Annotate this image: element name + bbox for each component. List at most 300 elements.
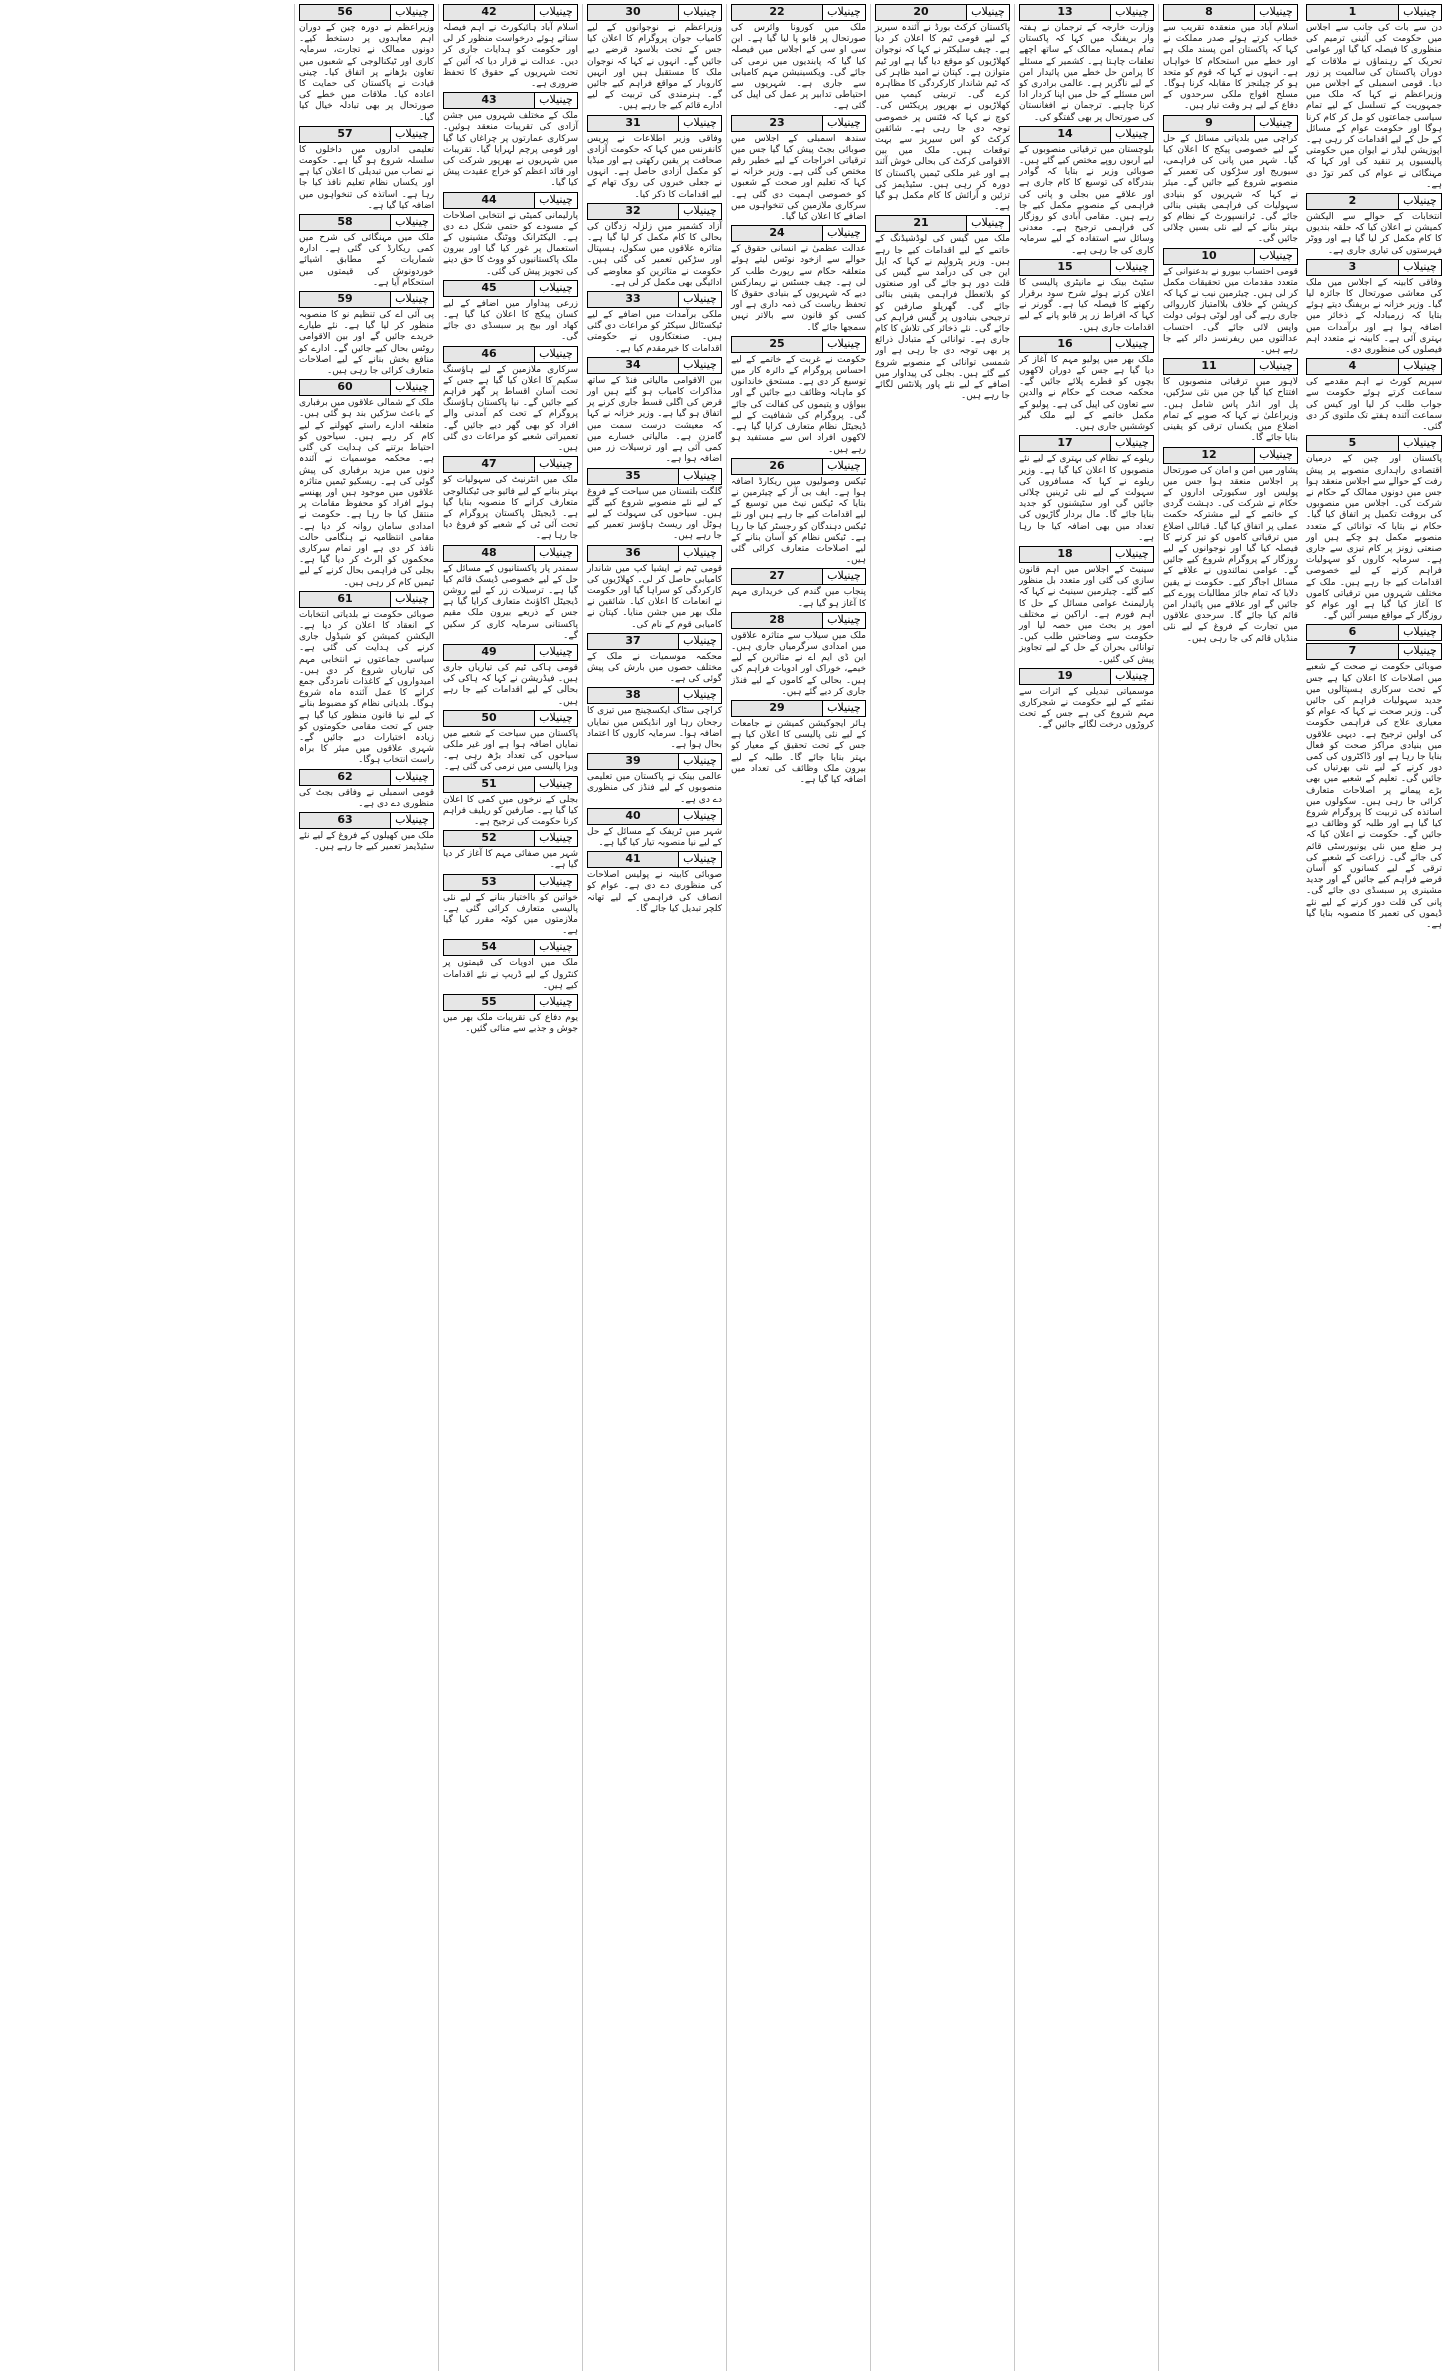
item-number: 14 [1020,127,1110,142]
item-text: ملک میں گیس کی لوڈشیڈنگ کے خاتمے کے لیے اقدامات کیے جا رہے ہیں۔ وزیر پٹرولیم نے کہا کہ ایل این جی کی درآمد سے گیس کی قلت دور ہو جائے گی اور صنعتوں کو بلاتعطل فراہمی یقینی بنائی جائے گی۔ گھریلو صارفین کو ترجیحی بنیادوں پر گیس فراہم کی جائے گی۔ نئے ذخائر کی تلاش کا کام جاری ہے۔ توانائی کے متبادل ذرائع پر بھی توجہ دی جا رہی ہے اور شمسی توانائی کے منصوبے شروع کیے گئے ہیں۔ بجلی کی پیداوار میں اضافے کے لیے نئے پاور پلانٹس لگائے جا رہے ہیں۔ [875,234,1010,402]
item-header [587,203,722,220]
item-text: بین الاقوامی مالیاتی فنڈ کے ساتھ مذاکرات کامیاب ہو گئے ہیں اور قرض کی اگلی قسط جاری کرنے پر اتفاق ہو گیا ہے۔ وزیر خزانہ نے کہا کہ معیشت درست سمت میں گامزن ہے۔ مالیاتی خسارے میں کمی آئی ہے اور ترسیلات زر میں اضافہ ہوا ہے۔ [587,375,722,465]
news-item [731,4,866,113]
item-label: چینیلاب [822,613,865,628]
item-label: چینیلاب [1254,5,1297,20]
item-text: شہر میں ٹریفک کے مسائل کے حل کے لیے نیا منصوبہ تیار کیا گیا ہے۔ [587,826,722,848]
item-number: 59 [300,292,390,307]
news-item [443,192,578,278]
item-number: 35 [588,469,678,484]
news-item [875,4,1010,213]
item-label: چینیلاب [678,292,721,307]
item-number: 17 [1020,436,1110,451]
news-item [731,612,866,698]
item-text: اسلام آباد ہائیکورٹ نے اہم فیصلہ سناتے ہوئے درخواست منظور کر لی اور حکومت کو ہدایات جاری کر دیں۔ عدالت نے قرار دیا کہ آئین کے تحت شہریوں کے حقوق کا تحفظ ضروری ہے۔ [443,23,578,90]
news-item [1163,4,1298,113]
item-header [731,700,866,717]
item-label: چینیلاب [390,5,433,20]
item-text: سینیٹ کے اجلاس میں اہم قانون سازی کی گئی اور متعدد بل منظور کیے گئے۔ چیئرمین سینیٹ نے کہا کہ پارلیمنٹ عوامی مسائل کے حل کا اہم فورم ہے۔ اراکین نے مختلف امور پر بحث میں حصہ لیا اور حکومت سے وضاحتیں طلب کیں۔ توانائی بحران کے حل کے لیے تجاویز پیش کی گئیں۔ [1019,564,1154,665]
item-text: ٹیکس وصولیوں میں ریکارڈ اضافہ ہوا ہے۔ ایف بی آر کے چیئرمین نے بتایا کہ ٹیکس نیٹ میں توسیع کے لیے اقدامات کیے جا رہے ہیں اور نئے ٹیکس دہندگان کو رجسٹر کیا جا رہا ہے۔ ٹیکس نظام کو آسان بنانے کے لیے اصلاحات متعارف کرائی گئی ہیں۔ [731,476,866,566]
item-label: چینیلاب [534,875,577,890]
item-label: چینیلاب [678,754,721,769]
item-header [587,291,722,308]
item-label: چینیلاب [534,645,577,660]
item-text: شہر میں صفائی مہم کا آغاز کر دیا گیا ہے۔ [443,849,578,871]
item-label: چینیلاب [534,831,577,846]
news-item [587,633,722,686]
item-text: عالمی بینک نے پاکستان میں تعلیمی منصوبوں کے لیے فنڈز کی منظوری دے دی ہے۔ [587,772,722,805]
item-label: چینیلاب [678,634,721,649]
news-item [299,214,434,289]
item-text: صوبائی حکومت نے بلدیاتی انتخابات کے انعقاد کا اعلان کر دیا ہے۔ الیکشن کمیشن کو شیڈول جاری کرنے کی ہدایت کی گئی ہے۔ سیاسی جماعتوں نے انتخابی مہم کی تیاریاں شروع کر دی ہیں۔ امیدواروں کے کاغذات نامزدگی جمع کرانے کا عمل آئندہ ماہ شروع ہوگا۔ بلدیاتی نظام کو مضبوط بنانے کے لیے نیا قانون منظور کیا گیا ہے جس کے تحت مقامی حکومتوں کو زیادہ اختیارات دیے جائیں گے۔ شہری علاقوں میں میئر کا براہ راست انتخاب ہوگا۔ [299,609,434,766]
item-header [1306,193,1442,210]
item-header [299,4,434,21]
item-number: 58 [300,215,390,230]
item-header [299,379,434,396]
item-text: پنجاب میں گندم کی خریداری مہم کا آغاز ہو گیا ہے۔ [731,587,866,609]
item-text: کراچی سٹاک ایکسچینج میں تیزی کا رجحان رہا اور انڈیکس میں نمایاں اضافہ ہوا۔ سرمایہ کاروں کا اعتماد بحال ہوا ہے۔ [587,706,722,750]
item-label: چینیلاب [1110,669,1153,684]
item-text: ملک کے شمالی علاقوں میں برفباری کے باعث سڑکیں بند ہو گئی ہیں۔ متعلقہ ادارے راستے کھولنے کے لیے کام کر رہے ہیں۔ سیاحوں کو احتیاط برتنے کی ہدایت کی گئی ہے۔ محکمہ موسمیات نے آئندہ دنوں میں مزید برفباری کی پیش گوئی کی ہے۔ ریسکیو ٹیمیں متاثرہ علاقوں میں موجود ہیں اور پھنسے ہوئے افراد کو محفوظ مقامات پر منتقل کیا جا رہا ہے۔ حکومت نے امدادی سامان روانہ کر دیا ہے۔ مقامی انتظامیہ نے ہنگامی حالت نافذ کر دی ہے اور تمام سرکاری محکموں کو الرٹ کر دیا گیا ہے۔ بجلی کی فراہمی بحال کرنے کے لیے ٹیمیں کام کر رہی ہیں۔ [299,398,434,588]
news-item [731,568,866,609]
item-label: چینیلاب [390,215,433,230]
item-label: چینیلاب [822,701,865,716]
item-label: چینیلاب [390,770,433,785]
item-header [731,115,866,132]
item-header [1163,248,1298,265]
item-number: 49 [444,645,534,660]
item-header [1019,336,1154,353]
item-header [443,939,578,956]
news-column [1014,4,1158,2371]
item-number: 19 [1020,669,1110,684]
news-item [299,812,434,2371]
item-number: 42 [444,5,534,20]
news-item [587,808,722,849]
item-label: چینیلاب [1398,644,1441,659]
item-label: چینیلاب [534,777,577,792]
item-number: 27 [732,569,822,584]
item-text: کراچی میں بلدیاتی مسائل کے حل کے لیے خصوصی پیکج کا اعلان کیا گیا۔ شہر میں پانی کی فراہمی، سیوریج اور سڑکوں کی تعمیر کے منصوبے شروع کیے جائیں گے۔ میئر نے کہا کہ شہریوں کو بنیادی سہولیات کی فراہمی یقینی بنائی جائے گی۔ ٹرانسپورٹ کے نظام کو بہتر بنانے کے لیے نئی بسیں چلائی جائیں گی۔ [1163,133,1298,245]
item-number: 63 [300,813,390,828]
item-label: چینیلاب [534,347,577,362]
item-header [443,994,578,1011]
news-item [731,225,866,334]
item-header [443,4,578,21]
item-header [443,545,578,562]
item-header [1306,259,1442,276]
item-header [731,458,866,475]
news-item [1019,435,1154,544]
item-header [443,710,578,727]
item-label: چینیلاب [1398,5,1441,20]
news-item [443,644,578,708]
item-text: قومی احتساب بیورو نے بدعنوانی کے متعدد مقدمات میں تحقیقات مکمل کر لی ہیں۔ چیئرمین نیب نے کہا کہ کرپشن کے خلاف بلاامتیاز کارروائی جاری رہے گی اور لوٹی ہوئی دولت واپس لائی جائے گی۔ احتساب عدالتوں میں ریفرنسز دائر کیے جا رہے ہیں۔ [1163,266,1298,356]
item-number: 40 [588,809,678,824]
item-text: ملک میں انٹرنیٹ کی سہولیات کو بہتر بنانے کے لیے فائیو جی ٹیکنالوجی متعارف کرانے کا منصوبہ بنایا گیا ہے۔ ڈیجیٹل پاکستان پروگرام کے تحت آئی ٹی کے شعبے کو فروغ دیا جا رہا ہے۔ [443,475,578,542]
item-number: 10 [1164,249,1254,264]
news-item [443,280,578,344]
news-item [299,379,434,588]
item-number: 41 [588,852,678,867]
item-text: اسلام آباد میں منعقدہ تقریب سے خطاب کرتے ہوئے صدر مملکت نے کہا کہ پاکستان امن پسند ملک ہے اور خطے میں استحکام کا خواہاں ہے۔ انہوں نے کہا کہ قوم کو متحد ہو کر چیلنجز کا مقابلہ کرنا ہوگا۔ مسلح افواج ملکی سرحدوں کے دفاع کے لیے ہر وقت تیار ہیں۔ [1163,23,1298,112]
item-number: 56 [300,5,390,20]
item-label: چینیلاب [390,292,433,307]
news-item [1019,336,1154,433]
item-label: چینیلاب [822,569,865,584]
item-number: 57 [300,127,390,142]
item-number: 12 [1164,448,1254,463]
item-text: وزارت خارجہ کے ترجمان نے ہفتہ وار بریفنگ میں کہا کہ پاکستان تمام ہمسایہ ممالک کے ساتھ اچھے تعلقات چاہتا ہے۔ کشمیر کے مسئلے کا پرامن حل خطے میں پائیدار امن کے لیے ناگزیر ہے۔ عالمی برادری کو اس مسئلے کے حل میں اپنا کردار ادا کرنا چاہیے۔ ترجمان نے افغانستان کی صورتحال پر بھی گفتگو کی۔ [1019,23,1154,123]
item-header [1306,624,1442,641]
item-number: 38 [588,688,678,703]
news-item [587,687,722,751]
news-item [587,4,722,113]
item-text: محکمہ موسمیات نے ملک کے مختلف حصوں میں بارش کی پیش گوئی کی ہے۔ [587,651,722,685]
item-text: ملکی برآمدات میں اضافے کے لیے ٹیکسٹائل سیکٹر کو مراعات دی گئی ہیں۔ صنعتکاروں نے حکومتی اقدامات کا خیرمقدم کیا ہے۔ [587,310,722,354]
item-label: چینیلاب [1398,436,1441,451]
item-header [1163,4,1298,21]
item-number: 4 [1307,359,1398,374]
news-item [1019,546,1154,666]
item-header [731,225,866,242]
item-text: ملک میں سیلاب سے متاثرہ علاقوں میں امدادی سرگرمیاں جاری ہیں۔ این ڈی ایم اے نے متاثرین کے لیے خیمے، خوراک اور ادویات فراہم کی ہیں۔ بحالی کے کاموں کے لیے فنڈز جاری کر دیے گئے ہیں۔ [731,630,866,697]
news-item [1306,259,1442,356]
news-item [1306,624,1442,641]
item-header [587,851,722,868]
item-label: چینیلاب [822,459,865,474]
item-text: پارلیمانی کمیٹی نے انتخابی اصلاحات کے مسودے کو حتمی شکل دے دی ہے۔ الیکٹرانک ووٹنگ مشینوں کے استعمال پر غور کیا گیا اور بیرون ملک پاکستانیوں کو ووٹ کا حق دینے کی تجویز پیش کی گئی۔ [443,210,578,277]
item-label: چینیلاب [678,358,721,373]
news-item [731,336,866,456]
item-label: چینیلاب [1110,127,1153,142]
news-item [1163,248,1298,357]
item-number: 15 [1020,260,1110,275]
news-item [443,830,578,871]
news-column [726,4,870,2371]
item-header [1019,546,1154,563]
item-label: چینیلاب [534,193,577,208]
item-number: 18 [1020,547,1110,562]
news-item [1019,126,1154,257]
item-text: ملک کے مختلف شہروں میں جشن آزادی کی تقریبات منعقد ہوئیں۔ سرکاری عمارتوں پر چراغاں کیا گیا اور قومی پرچم لہرایا گیا۔ تقریبات میں شہریوں نے بھرپور شرکت کی اور قائد اعظم کو خراج عقیدت پیش کیا گیا۔ [443,111,578,189]
news-item [587,115,722,201]
item-number: 37 [588,634,678,649]
item-label: چینیلاب [534,940,577,955]
news-item [443,939,578,992]
item-label: چینیلاب [390,592,433,607]
item-label: چینیلاب [678,116,721,131]
item-header [443,92,578,109]
item-number: 55 [444,995,534,1010]
news-item [587,545,722,631]
news-item [587,851,722,2371]
item-label: چینیلاب [534,93,577,108]
item-text: بلوچستان میں ترقیاتی منصوبوں کے لیے اربوں روپے مختص کیے گئے ہیں۔ صوبائی وزیر نے بتایا کہ گوادر بندرگاہ کی توسیع کا کام جاری ہے اور علاقے میں بجلی و پانی کی فراہمی کے منصوبے مکمل کیے جا رہے ہیں۔ مقامی آبادی کو روزگار کی فراہمی ترجیح ہے۔ معدنی وسائل سے استفادہ کے لیے سرمایہ کاری کی جا رہی ہے۔ [1019,144,1154,256]
item-number: 32 [588,204,678,219]
item-number: 52 [444,831,534,846]
news-item [1306,358,1442,433]
item-number: 3 [1307,260,1398,275]
news-item [587,203,722,289]
item-header [875,215,1010,232]
news-item [443,874,578,938]
news-item [299,126,434,212]
news-item [299,769,434,810]
item-text: وفاقی وزیر اطلاعات نے پریس کانفرنس میں کہا کہ حکومت آزادی صحافت پر یقین رکھتی ہے اور میڈیا کو مکمل آزادی حاصل ہے۔ انہوں نے جعلی خبروں کی روک تھام کے لیے اقدامات کا ذکر کیا۔ [587,133,722,200]
item-text: وزیراعظم نے نوجوانوں کے لیے کامیاب جوان پروگرام کا اعلان کیا جس کے تحت بلاسود قرضے دیے جائیں گے۔ انہوں نے کہا کہ نوجوان ملک کا مستقبل ہیں اور انہیں کاروبار کے مواقع فراہم کیے جائیں گے۔ ہنرمندی کی تربیت کے لیے ادارے قائم کیے جا رہے ہیں۔ [587,23,722,112]
item-header [1306,4,1442,21]
item-label: چینیلاب [534,995,577,1010]
item-text: موسمیاتی تبدیلی کے اثرات سے نمٹنے کے لیے حکومت نے شجرکاری مہم شروع کی ہے جس کے تحت کروڑوں درخت لگائے جائیں گے۔ [1019,686,1154,731]
item-text: ملک میں کورونا وائرس کی صورتحال پر قابو پا لیا گیا ہے۔ این سی او سی کے اجلاس میں فیصلہ کیا گیا کہ پابندیوں میں نرمی کی جائے گی۔ ویکسینیشن مہم کامیابی سے جاری ہے۔ شہریوں سے احتیاطی تدابیر پر عمل کی اپیل کی گئی ہے۔ [731,23,866,112]
item-header [587,357,722,374]
item-header [731,612,866,629]
item-number: 62 [300,770,390,785]
item-number: 36 [588,546,678,561]
item-number: 23 [732,116,822,131]
item-label: چینیلاب [966,216,1009,231]
item-label: چینیلاب [966,5,1009,20]
item-label: چینیلاب [1110,260,1153,275]
news-item [443,545,578,642]
item-header [1019,668,1154,685]
item-label: چینیلاب [678,204,721,219]
item-header [587,545,722,562]
item-label: چینیلاب [678,5,721,20]
item-label: چینیلاب [678,809,721,824]
news-item [1306,435,1442,622]
item-header [443,776,578,793]
item-text: ریلوے کے نظام کی بہتری کے لیے نئے منصوبوں کا اعلان کیا گیا ہے۔ وزیر ریلوے نے کہا کہ مسافروں کی سہولت کے لیے نئی ٹرینیں چلائی جائیں گی اور سٹیشنوں کو جدید بنایا جائے گا۔ مال بردار گاڑیوں کی تعداد میں بھی اضافہ کیا جا رہا ہے۔ [1019,454,1154,543]
item-label: چینیلاب [534,281,577,296]
item-label: چینیلاب [1110,436,1153,451]
news-column [1302,4,1446,2371]
news-item [1019,4,1154,124]
item-header [587,4,722,21]
item-number: 20 [876,5,966,20]
item-text: ملک میں ادویات کی قیمتوں پر کنٹرول کے لیے ڈریپ نے نئے اقدامات کیے ہیں۔ [443,958,578,991]
item-label: چینیلاب [1110,547,1153,562]
item-header [1306,435,1442,452]
news-item [1163,115,1298,246]
item-header [587,468,722,485]
item-label: چینیلاب [678,546,721,561]
item-label: چینیلاب [1254,359,1297,374]
item-number: 7 [1307,644,1398,659]
item-number: 48 [444,546,534,561]
item-text: قومی ٹیم نے ایشیا کپ میں شاندار کامیابی حاصل کر لی۔ کھلاڑیوں کی کارکردگی کو سراہا گیا اور حکومت نے انعامات کا اعلان کیا۔ شائقین نے ملک بھر میں جشن منایا۔ کپتان نے کامیابی قوم کے نام کی۔ [587,563,722,630]
item-header [299,214,434,231]
item-number: 53 [444,875,534,890]
news-column [438,4,582,2371]
item-label: چینیلاب [1254,249,1297,264]
item-label: چینیلاب [1254,448,1297,463]
item-label: چینیلاب [822,116,865,131]
news-item [587,357,722,466]
item-header [1019,259,1154,276]
item-text: سپریم کورٹ نے اہم مقدمے کی سماعت کرتے ہوئے حکومت سے جواب طلب کر لیا اور کیس کی سماعت آئندہ ہفتے تک ملتوی کر دی گئی۔ [1306,377,1442,433]
news-item [1019,259,1154,334]
item-text: صوبائی حکومت نے صحت کے شعبے میں اصلاحات کا اعلان کیا ہے جس کے تحت سرکاری ہسپتالوں میں جدید سہولیات فراہم کی جائیں گی۔ وزیر صحت نے کہا کہ عوام کو معیاری علاج کی فراہمی حکومت کی اولین ترجیح ہے۔ دیہی علاقوں میں بنیادی مراکز صحت کو فعال بنایا جا رہا ہے اور ڈاکٹروں کی کمی دور کرنے کے لیے نئی بھرتیاں کی جائیں گی۔ تعلیم کے شعبے میں بھی بڑے پیمانے پر اصلاحات متعارف کرائی جا رہی ہیں۔ سکولوں میں اساتذہ کی تربیت کا پروگرام شروع کیا گیا ہے اور طلبہ کو وظائف دیے جائیں گے۔ حکومت نے اعلان کیا کہ ہر ضلع میں نئی یونیورسٹی قائم کی جائے گی۔ زراعت کے شعبے کی ترقی کے لیے کسانوں کو آسان قرضے فراہم کیے جائیں گے اور جدید مشینری پر سبسڈی دی جائے گی۔ پانی کی قلت دور کرنے کے لیے نئے ڈیموں کی تعمیر کا منصوبہ بنایا گیا ہے۔ [1306,662,1442,931]
newspaper-page [4,4,1446,2371]
item-number: 31 [588,116,678,131]
item-number: 30 [588,5,678,20]
item-header [299,291,434,308]
item-text: پی آئی اے کی تنظیم نو کا منصوبہ منظور کر لیا گیا ہے۔ نئے طیارے خریدے جائیں گے اور بین الاقوامی روٹس بحال کیے جائیں گے۔ ادارے کو منافع بخش بنانے کے لیے اصلاحات متعارف کرائی جا رہی ہیں۔ [299,310,434,377]
news-item [731,458,866,567]
item-text: ملک میں مہنگائی کی شرح میں کمی ریکارڈ کی گئی ہے۔ ادارہ شماریات کے مطابق اشیائے خوردونوش کی قیمتوں میں استحکام آیا ہے۔ [299,233,434,288]
item-header [875,4,1010,21]
item-text: صوبائی کابینہ نے پولیس اصلاحات کی منظوری دے دی ہے۔ عوام کو انصاف کی فراہمی کے لیے تھانہ کلچر تبدیل کیا جائے گا۔ [587,870,722,914]
news-item [731,115,866,224]
item-header [587,687,722,704]
item-text: ملک بھر میں پولیو مہم کا آغاز کر دیا گیا ہے جس کے دوران لاکھوں بچوں کو قطرے پلائے جائیں گے۔ محکمہ صحت کے حکام نے والدین سے تعاون کی اپیل کی ہے۔ پولیو کے مکمل خاتمے کے لیے ملک گیر کوششیں جاری ہیں۔ [1019,354,1154,433]
item-header [731,336,866,353]
item-number: 11 [1164,359,1254,374]
item-number: 1 [1307,5,1398,20]
item-label: چینیلاب [1398,359,1441,374]
news-item [1306,193,1442,257]
news-item [587,468,722,543]
item-label: چینیلاب [534,5,577,20]
item-label: چینیلاب [822,5,865,20]
item-header [443,874,578,891]
item-number: 13 [1020,5,1110,20]
item-header [443,644,578,661]
item-number: 47 [444,457,534,472]
item-header [587,633,722,650]
item-text: پاکستان میں سیاحت کے شعبے میں نمایاں اضافہ ہوا ہے اور غیر ملکی سیاحوں کی تعداد بڑھ رہی ہے۔ ویزا پالیسی میں نرمی کی گئی ہے۔ [443,728,578,773]
news-item [443,346,578,455]
item-header [443,280,578,297]
item-number: 34 [588,358,678,373]
item-label: چینیلاب [822,226,865,241]
item-number: 29 [732,701,822,716]
item-number: 26 [732,459,822,474]
news-item [1163,358,1298,444]
item-label: چینیلاب [390,813,433,828]
item-header [587,115,722,132]
item-text: خواتین کو بااختیار بنانے کے لیے نئی پالیسی متعارف کرائی گئی ہے۔ ملازمتوں میں کوٹہ مقرر کیا گیا ہے۔ [443,892,578,937]
item-header [299,812,434,829]
item-text: پاکستان اور چین کے درمیان اقتصادی راہداری منصوبے پر پیش رفت کے حوالے سے اجلاس منعقد ہوا جس میں دونوں ممالک کے حکام نے شرکت کی۔ اجلاس میں منصوبوں کی بروقت تکمیل پر اتفاق کیا گیا۔ حکام نے بتایا کہ توانائی کے متعدد منصوبے مکمل ہو چکے ہیں اور صنعتی زونز پر کام تیزی سے جاری ہے۔ سرمایہ کاروں کو سہولیات فراہم کرنے کے لیے خصوصی اقدامات کیے جا رہے ہیں۔ ملک کے مختلف شہروں میں ترقیاتی کاموں کا آغاز کیا گیا ہے اور عوام کو روزگار کے مواقع میسر آئیں گے۔ [1306,454,1442,622]
news-item [299,4,434,124]
news-item [1306,4,1442,191]
news-item [443,710,578,774]
item-number: 2 [1307,194,1398,209]
item-header [299,591,434,608]
item-number: 9 [1164,116,1254,131]
item-header [731,4,866,21]
item-header [299,126,434,143]
item-number: 46 [444,347,534,362]
news-item [443,456,578,542]
news-item [443,776,578,829]
item-header [1163,115,1298,132]
item-text: لاہور میں ترقیاتی منصوبوں کا افتتاح کیا گیا جن میں نئی سڑکیں، پل اور انڈر پاس شامل ہیں۔ وزیراعلیٰ نے کہا کہ صوبے کے تمام اضلاع میں یکساں ترقی کو یقینی بنایا جائے گا۔ [1163,377,1298,444]
item-header [587,753,722,770]
item-number: 22 [732,5,822,20]
news-item [443,4,578,90]
item-text: تعلیمی اداروں میں داخلوں کا سلسلہ شروع ہو گیا ہے۔ حکومت نے نصاب میں تبدیلی کا اعلان کیا ہے اور یکساں نظام تعلیم نافذ کیا جا رہا ہے۔ اساتذہ کی تنخواہوں میں اضافہ کیا گیا ہے۔ [299,144,434,211]
item-number: 44 [444,193,534,208]
item-number: 45 [444,281,534,296]
item-text: وفاقی کابینہ کے اجلاس میں ملک کی معاشی صورتحال کا جائزہ لیا گیا۔ وزیر خزانہ نے بریفنگ دیتے ہوئے بتایا کہ زرمبادلہ کے ذخائر میں اضافہ ہوا ہے اور برآمدات میں بہتری آئی ہے۔ کابینہ نے متعدد اہم فیصلوں کی منظوری دی۔ [1306,277,1442,356]
item-number: 21 [876,216,966,231]
news-item [587,291,722,355]
item-label: چینیلاب [1110,337,1153,352]
item-number: 28 [732,613,822,628]
news-item [443,994,578,2371]
item-number: 60 [300,380,390,395]
item-label: چینیلاب [534,457,577,472]
item-text: سرکاری ملازمین کے لیے ہاؤسنگ سکیم کا اعلان کیا گیا ہے جس کے تحت آسان اقساط پر گھر فراہم کیے جائیں گے۔ نیا پاکستان ہاؤسنگ پروگرام کے تحت کم آمدنی والے افراد کو بھی گھر دیے جائیں گے۔ تعمیراتی شعبے کو مراعات دی گئی ہیں۔ [443,364,578,454]
news-item [443,92,578,189]
news-item [1306,643,1442,2371]
item-header [1163,358,1298,375]
item-text: سمندر پار پاکستانیوں کے مسائل کے حل کے لیے خصوصی ڈیسک قائم کیا گیا ہے۔ ترسیلات زر کے لیے روشن ڈیجیٹل اکاؤنٹ متعارف کرایا گیا ہے جس کے ذریعے بیرون ملک مقیم پاکستانی سرمایہ کاری کر سکیں گے۔ [443,563,578,641]
item-header [1019,4,1154,21]
item-header [1019,435,1154,452]
item-text: حکومت نے غربت کے خاتمے کے لیے احساس پروگرام کے دائرہ کار میں توسیع کر دی ہے۔ مستحق خاندانوں کو ماہانہ وظائف دیے جائیں گے اور بیواؤں و یتیموں کی کفالت کی جائے گی۔ پروگرام کی شفافیت کے لیے ڈیجیٹل نظام متعارف کرایا گیا ہے۔ لاکھوں افراد اس سے مستفید ہو رہے ہیں۔ [731,354,866,455]
item-text: آزاد کشمیر میں زلزلہ زدگان کی بحالی کا کام مکمل کر لیا گیا ہے۔ متاثرہ علاقوں میں سکول، ہسپتال اور سڑکیں تعمیر کی گئی ہیں۔ حکومت نے متاثرین کو معاوضے کی ادائیگی بھی مکمل کر لی ہے۔ [587,221,722,288]
item-text: عدالت عظمیٰ نے انسانی حقوق کے حوالے سے ازخود نوٹس لیتے ہوئے متعلقہ حکام سے رپورٹ طلب کر لی ہے۔ چیف جسٹس نے ریمارکس دیے کہ شہریوں کے بنیادی حقوق کا تحفظ ریاست کی ذمہ داری ہے اور کسی کو قانون سے بالاتر نہیں سمجھا جائے گا۔ [731,244,866,333]
item-label: چینیلاب [534,711,577,726]
item-number: 24 [732,226,822,241]
item-text: قومی اسمبلی نے وفاقی بجٹ کی منظوری دے دی ہے۔ [299,787,434,809]
item-text: ملک میں کھیلوں کے فروغ کے لیے نئے سٹیڈیمز تعمیر کیے جا رہے ہیں۔ [299,830,434,853]
item-header [299,769,434,786]
item-label: چینیلاب [678,469,721,484]
item-header [1019,126,1154,143]
item-header [587,808,722,825]
item-label: چینیلاب [1254,116,1297,131]
news-item [1019,668,1154,2371]
item-text: دن سے بات کی جانب سے اجلاس میں حکومت کی آئینی ترمیم کی منظوری کا فیصلہ کیا گیا اور عوامی تحریک کے رہنماؤں نے ملاقات کے دوران پاکستان کی سالمیت پر زور دیا۔ قومی اسمبلی کے اجلاس میں وزیراعظم نے کہا کہ ملک میں جمہوریت کے تسلسل کے لیے تمام سیاسی جماعتوں کو مل کر کام کرنا ہوگا اور حکومت عوام کے مسائل کے حل کے لیے اقدامات کر رہی ہے۔ اپوزیشن لیڈر نے ایوان میں حکومتی پالیسیوں پر تنقید کی اور کہا کہ مہنگائی نے عوام کی کمر توڑ دی ہے۔ [1306,23,1442,190]
item-number: 25 [732,337,822,352]
item-text: پشاور میں امن و امان کی صورتحال پر اجلاس منعقد ہوا جس میں پولیس اور سکیورٹی اداروں کے حکام نے شرکت کی۔ دہشت گردی کے خاتمے کے لیے مشترکہ حکمت عملی پر اتفاق کیا گیا۔ قبائلی اضلاع میں ترقیاتی کاموں کو تیز کرنے کا فیصلہ کیا گیا اور نوجوانوں کے لیے روزگار کے پروگرام شروع کیے جائیں گے۔ عوامی نمائندوں نے علاقے کے مسائل اجاگر کیے۔ حکومت نے یقین دلایا کہ تمام جائز مطالبات پورے کیے جائیں گے اور علاقے میں پائیدار امن قائم کیا جائے گا۔ سرحدی علاقوں میں تجارت کے فروغ کے لیے نئی منڈیاں قائم کی جا رہی ہیں۔ [1163,465,1298,644]
item-header [1306,643,1442,660]
item-text: سندھ اسمبلی کے اجلاس میں صوبائی بجٹ پیش کیا گیا جس میں ترقیاتی اخراجات کے لیے خطیر رقم مختص کی گئی ہے۔ وزیر خزانہ نے کہا کہ تعلیم اور صحت کے شعبوں کو خصوصی اہمیت دی گئی ہے۔ سرکاری ملازمین کی تنخواہوں میں اضافے کا اعلان کیا گیا۔ [731,133,866,223]
item-header [443,346,578,363]
item-number: 43 [444,93,534,108]
news-item [299,591,434,767]
item-number: 51 [444,777,534,792]
item-header [1163,447,1298,464]
item-label: چینیلاب [822,337,865,352]
item-number: 50 [444,711,534,726]
news-column [870,4,1014,2371]
item-number: 6 [1307,625,1398,640]
news-column [582,4,726,2371]
item-text: وزیراعظم نے دورہ چین کے دوران اہم معاہدوں پر دستخط کیے۔ دونوں ممالک نے تجارت، سرمایہ کاری اور ٹیکنالوجی کے شعبوں میں تعاون بڑھانے پر اتفاق کیا۔ چینی قیادت نے پاکستان کی حمایت کا اعادہ کیا۔ ملاقات میں خطے کی صورتحال پر بھی تبادلہ خیال کیا گیا۔ [299,23,434,123]
item-text: زرعی پیداوار میں اضافے کے لیے کسان پیکج کا اعلان کیا گیا ہے۔ کھاد اور بیج پر سبسڈی دی جائے گی۔ [443,298,578,343]
news-item [1163,447,1298,2372]
item-header [443,192,578,209]
item-number: 16 [1020,337,1110,352]
item-header [443,830,578,847]
item-text: گلگت بلتستان میں سیاحت کے فروغ کے لیے نئے منصوبے شروع کیے گئے ہیں۔ سیاحوں کی سہولت کے لیے ہوٹل اور ریسٹ ہاؤسز تعمیر کیے جا رہے ہیں۔ [587,486,722,542]
item-label: چینیلاب [390,127,433,142]
item-text: انتخابات کے حوالے سے الیکشن کمیشن نے اعلان کیا کہ حلقہ بندیوں کا کام مکمل کر لیا گیا ہے اور ووٹر فہرستوں کی تیاری جاری ہے۔ [1306,212,1442,256]
item-label: چینیلاب [534,546,577,561]
item-number: 54 [444,940,534,955]
item-label: چینیلاب [1398,260,1441,275]
news-item [587,753,722,806]
item-text: قومی ہاکی ٹیم کی تیاریاں جاری ہیں۔ فیڈریشن نے کہا کہ ہاکی کی بحالی کے لیے اقدامات کیے جا رہے ہیں۔ [443,662,578,707]
item-number: 33 [588,292,678,307]
